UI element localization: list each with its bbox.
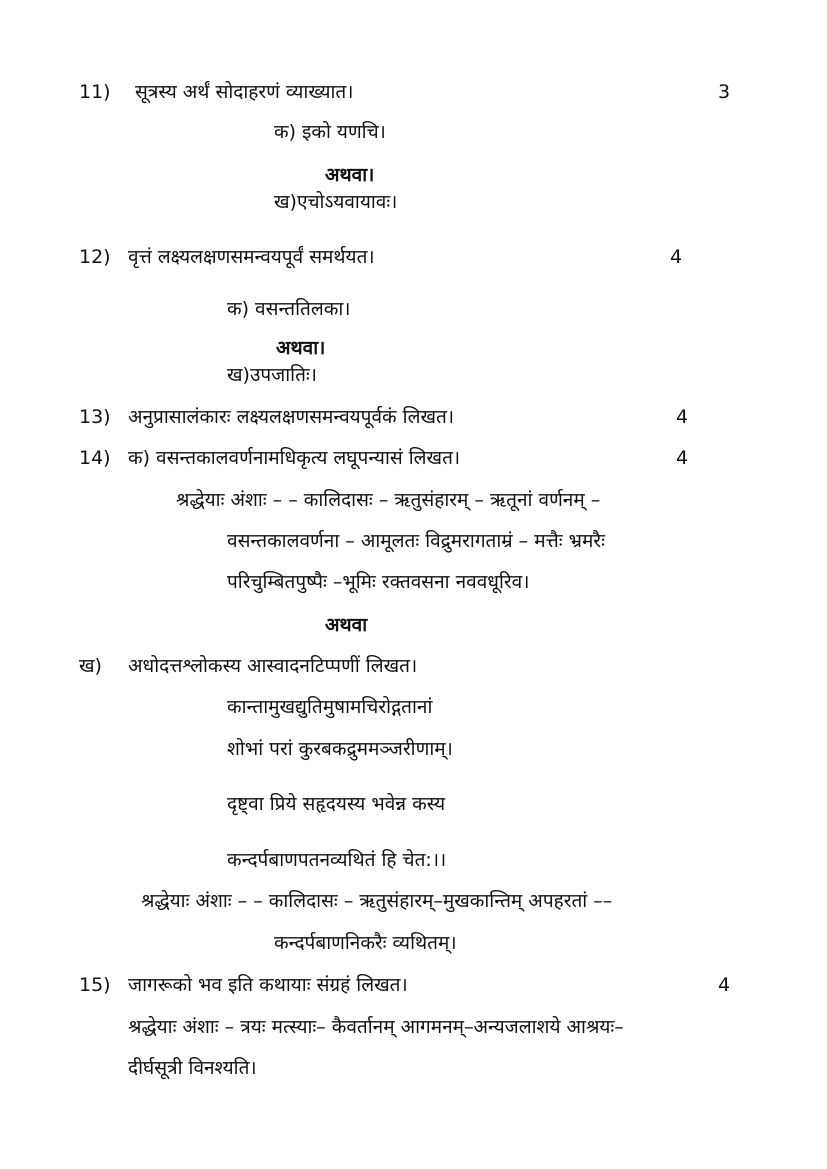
q11-option-a: क) इको यणचि। <box>274 121 386 143</box>
q14-marks: 4 <box>676 447 689 469</box>
q12-or: अथवा। <box>276 337 326 359</box>
q14-hint-a-line2: वसन्तकालवर्णना – आमूलतः विद्रुमरागताम्रं – मत्तैः भ्रमरैः <box>227 530 605 552</box>
q13-marks: 4 <box>676 406 689 428</box>
q14-label-b: ख) <box>79 655 102 677</box>
q12-number: 12) <box>79 246 111 268</box>
q15-hint-line1: श्रद्धेयाः अंशाः – त्रयः मत्स्याः– कैवर्तानम् आगमनम्–अन्यजलाशये आश्रयः– <box>128 1016 624 1038</box>
q14-verse-line1: कान्तामुखद्युतिमुषामचिरोद्गतानां <box>227 696 433 718</box>
q11-number: 11) <box>79 81 111 103</box>
q14-verse-line3: दृष्ट्वा प्रिये सहृदयस्य भवेन्न कस्य <box>227 793 446 815</box>
q15-hint-line2: दीर्घसूत्री विनश्यति। <box>128 1057 257 1079</box>
q11-or: अथवा। <box>325 164 375 186</box>
q14-hint-b-line2: कन्दर्पबाणनिकरैः व्यथितम्। <box>274 932 457 954</box>
q12-marks: 4 <box>670 246 683 268</box>
q11-text: सूत्रस्य अर्थं सोदाहरणं व्याख्यात। <box>135 81 354 103</box>
q14-text-b: अधोदत्तश्लोकस्य आस्वादनटिप्पणीं लिखत। <box>128 655 418 677</box>
q14-verse-line4: कन्दर्पबाणपतनव्यथितं हि चेत:।। <box>227 849 447 871</box>
q13-number: 13) <box>79 406 111 428</box>
q12-option-a: क) वसन्ततिलका। <box>227 298 351 320</box>
q11-marks: 3 <box>718 81 731 103</box>
q14-hint-b-line1: श्रद्धेयाः अंशाः – – कालिदासः – ऋतुसंहारम्–मुखकान्तिम् अपहरतां –– <box>141 890 613 912</box>
q14-verse-line2: शोभां परां कुरबकद्रुममञ्जरीणाम्। <box>227 738 453 760</box>
q14-number: 14) <box>79 447 111 469</box>
q13-text: अनुप्रासालंकारः लक्ष्यलक्षणसमन्वयपूर्वकं लिखत। <box>128 406 455 428</box>
q14-hint-a-line3: परिचुम्बितपुष्पैः –भूमिः रक्तवसना नववधूरिव। <box>227 571 530 593</box>
q14-hint-a-line1: श्रद्धेयाः अंशाः – – कालिदासः – ऋतुसंहारम् – ऋतूनां वर्णनम् – <box>176 489 601 511</box>
q14-text-a: क) वसन्तकालवर्णनामधिकृत्य लघूपन्यासं लिखत। <box>128 447 461 469</box>
q15-number: 15) <box>79 974 111 996</box>
q12-option-b: ख)उपजातिः। <box>227 364 317 386</box>
q15-text: जागरूको भव इति कथायाः संग्रहं लिखत। <box>128 974 408 996</box>
q11-option-b: ख)एचोऽयवायावः। <box>274 191 398 213</box>
q14-or: अथवा <box>325 614 368 636</box>
q12-text: वृत्तं लक्ष्यलक्षणसमन्वयपूर्वं समर्थयत। <box>128 246 375 268</box>
q15-marks: 4 <box>718 974 731 996</box>
